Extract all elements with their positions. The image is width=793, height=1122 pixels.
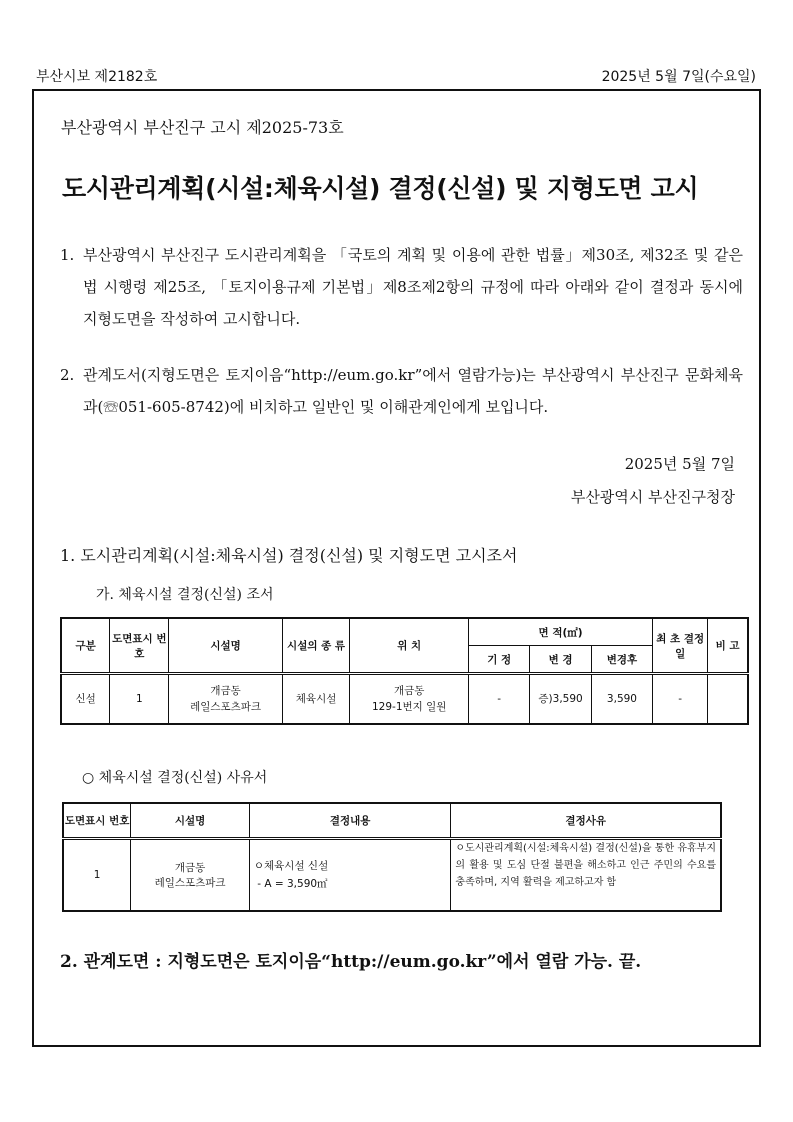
subsection-b-title: ○ 체육시설 결정(신설) 사유서 bbox=[82, 770, 268, 786]
cell-type: 신설 bbox=[61, 674, 110, 725]
paragraph-2 bbox=[60, 359, 743, 423]
gazette-issue: 부산시보 제2182호 bbox=[36, 69, 158, 85]
header-reason: 결정사유 bbox=[451, 803, 721, 839]
notice-date: 2025년 5월 7일 bbox=[624, 455, 735, 473]
cell-area-change: 증)3,590 bbox=[530, 674, 591, 725]
cell-content-line1: ㅇ체육시설 신설 bbox=[253, 860, 329, 872]
decision-table bbox=[60, 617, 749, 725]
signer: 부산광역시 부산진구청장 bbox=[570, 488, 735, 506]
header-location: 위 치 bbox=[350, 618, 469, 674]
header-content: 결정내용 bbox=[249, 803, 451, 839]
cell-first-date: - bbox=[653, 674, 708, 725]
header-name: 시설명 bbox=[131, 803, 250, 839]
cell-name bbox=[131, 839, 250, 912]
header-map-no: 도면표시 번호 bbox=[63, 803, 131, 839]
cell-location bbox=[350, 674, 469, 725]
cell-map-no: 1 bbox=[63, 839, 131, 912]
cell-name-line2: 레일스포츠파크 bbox=[190, 701, 262, 713]
cell-location-line2: 129-1번지 일원 bbox=[372, 701, 447, 713]
cell-location-line1: 개금동 bbox=[393, 685, 425, 697]
header-remark: 비 고 bbox=[708, 618, 748, 674]
section-1-title: 1. 도시관리계획(시설:체육시설) 결정(신설) 및 지형도면 고시조서 bbox=[60, 546, 518, 565]
cell-map-no: 1 bbox=[110, 674, 169, 725]
header-kind: 시설의 종 류 bbox=[282, 618, 350, 674]
header-map-no: 도면표시 번호 bbox=[110, 618, 169, 674]
header-type: 구분 bbox=[61, 618, 110, 674]
notice-number: 부산광역시 부산진구 고시 제2025-73호 bbox=[61, 118, 344, 137]
cell-content-line2: - A = 3,590㎡ bbox=[253, 878, 328, 890]
subsection-a-title: 가. 체육시설 결정(신설) 조서 bbox=[96, 587, 274, 603]
cell-area-after: 3,590 bbox=[591, 674, 652, 725]
paragraph-text: 부산광역시 부산진구 도시관리계획을 「국토의 계획 및 이용에 관한 법률」제30조, 제32조 및 같은 법 시행령 제25조, 「토지이용규제 기본법」제8조제2항의 규정에 따라 아래와 같이 결정과 동시에 지형도면을 작성하여 고시합니다. bbox=[83, 246, 743, 328]
table-row bbox=[63, 839, 721, 912]
cell-name-line1: 개금동 bbox=[210, 685, 241, 697]
reason-table bbox=[62, 802, 722, 912]
cell-content bbox=[249, 839, 451, 912]
cell-kind: 체육시설 bbox=[282, 674, 350, 725]
section-2-text: 2. 관계도면 : 지형도면은 토지이음“http://eum.go.kr”에서 열람 가능. 끝. bbox=[60, 952, 642, 972]
header-first-date: 최 초 결정일 bbox=[653, 618, 708, 674]
table-row bbox=[61, 674, 748, 725]
gazette-date: 2025년 5월 7일(수요일) bbox=[601, 69, 756, 85]
header-area-after: 변경후 bbox=[591, 646, 652, 674]
page-title: 도시관리계획(시설:체육시설) 결정(신설) 및 지형도면 고시 bbox=[62, 174, 699, 203]
paragraph-number: 1. bbox=[60, 246, 75, 264]
cell-remark bbox=[708, 674, 748, 725]
cell-name-line1: 개금동 bbox=[174, 862, 206, 874]
paragraph-text: 관계도서(지형도면은 토지이음“http://eum.go.kr”에서 열람가능)는 부산광역시 부산진구 문화체육과(☏051-605-8742)에 비치하고 일반인 및 이해관계인에게 보입니다. bbox=[83, 366, 743, 416]
paragraph-1 bbox=[60, 239, 743, 335]
cell-area-existing: - bbox=[468, 674, 529, 725]
paragraph-number: 2. bbox=[60, 366, 75, 384]
header-area: 면 적(㎡) bbox=[468, 618, 652, 646]
header-area-change: 변 경 bbox=[530, 646, 591, 674]
cell-reason: ㅇ도시관리계획(시설:체육시설) 결정(신설)을 통한 유휴부지의 활용 및 도심 단절 불편을 해소하고 인근 주민의 수요를 충족하며, 지역 활력을 제고하고자 함 bbox=[451, 839, 721, 912]
header-name: 시설명 bbox=[169, 618, 282, 674]
header-area-existing: 기 정 bbox=[468, 646, 529, 674]
notice-frame bbox=[32, 89, 761, 1047]
cell-name-line2: 레일스포츠파크 bbox=[154, 877, 226, 889]
cell-name bbox=[169, 674, 282, 725]
